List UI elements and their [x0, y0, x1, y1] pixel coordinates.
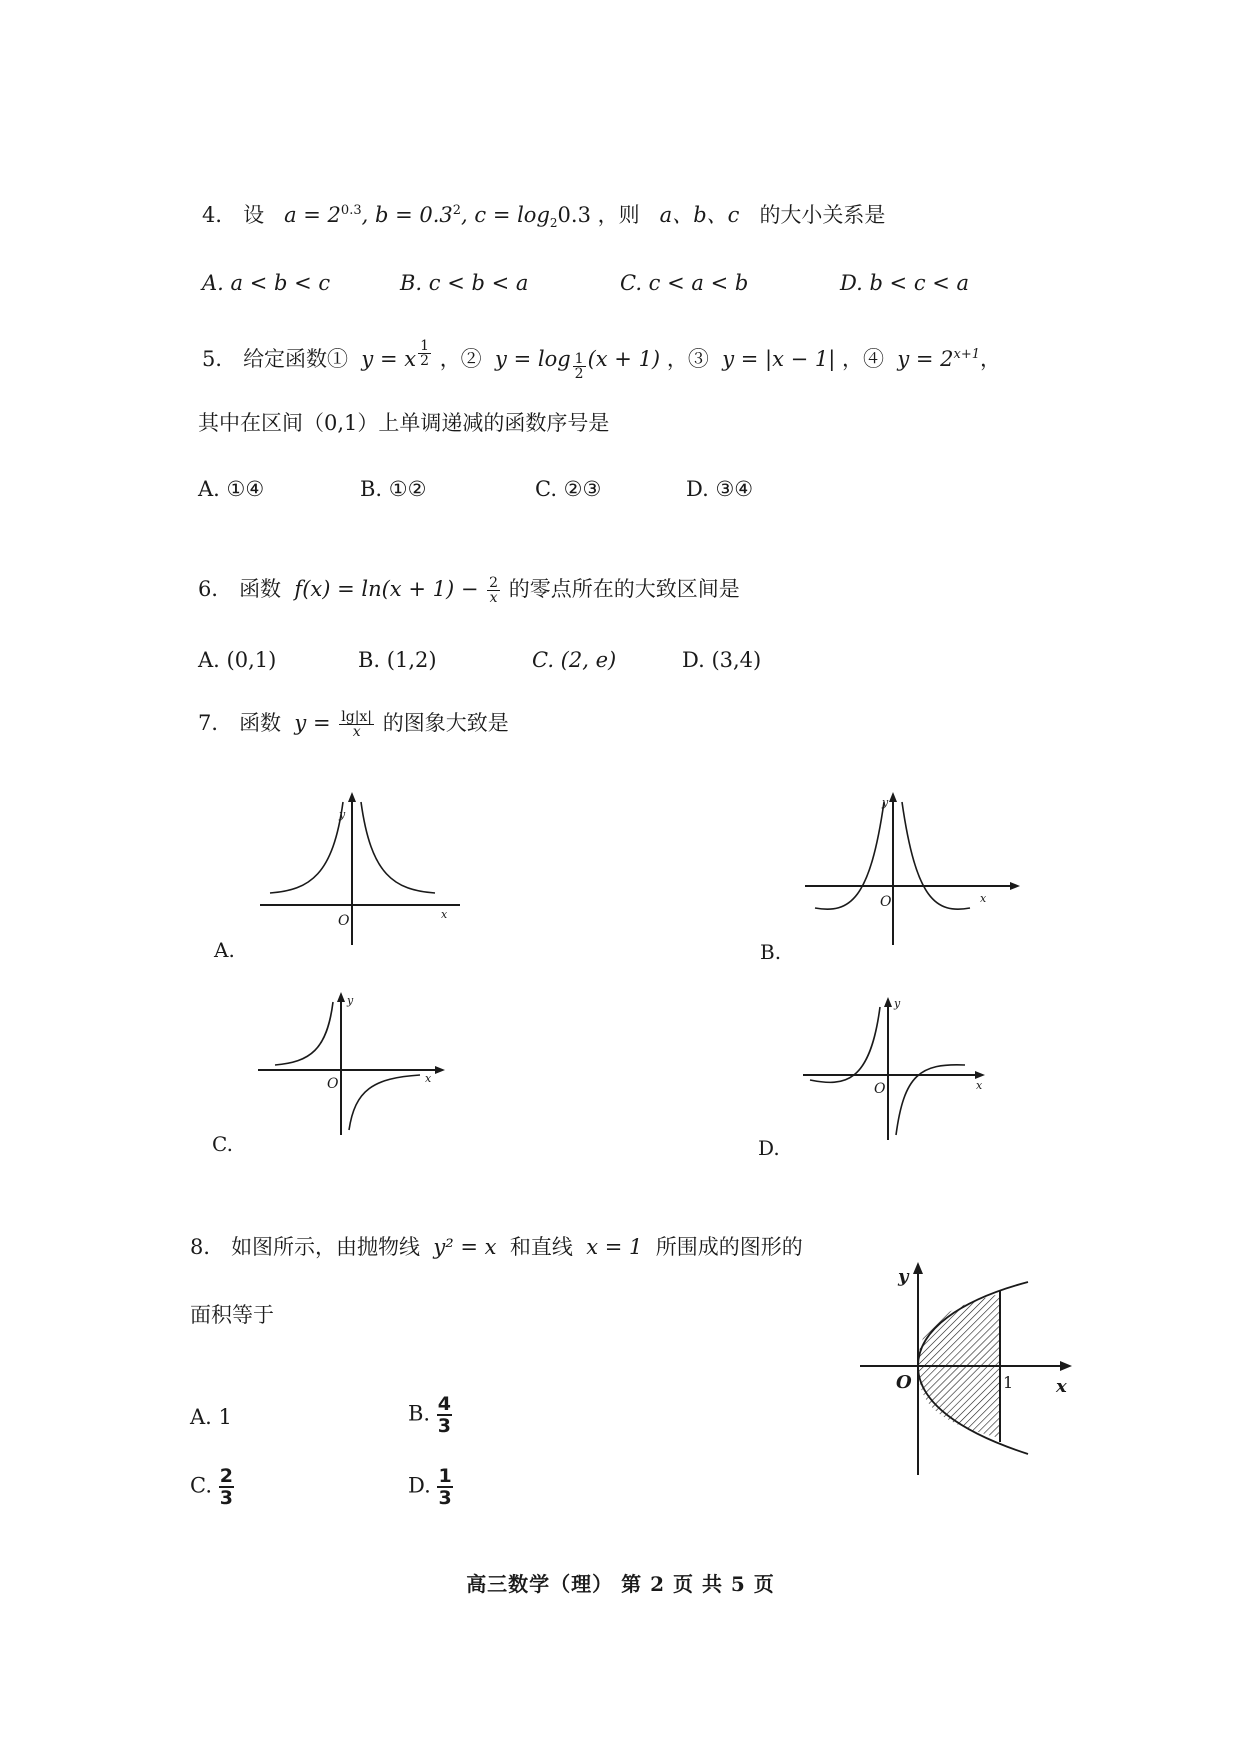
origin-label: O	[327, 1076, 339, 1092]
q8-option-c: C. $\frac{2}{3}$	[190, 1465, 233, 1509]
graph-a-label: A.	[214, 938, 235, 962]
question-6: 6． 函数 f(x) = ln(x + 1) − $\frac{2}{x}$ 的零点所在的大致区间是	[198, 575, 740, 606]
q6-option-a: A. (0,1)	[198, 648, 277, 672]
q4-option-a: A. a < b < c	[202, 271, 331, 295]
q8-line-2: 面积等于	[190, 1303, 274, 1327]
graph-c	[255, 990, 465, 1140]
question-number: 4．	[202, 203, 237, 227]
q4-option-c: C. c < a < b	[620, 271, 749, 295]
origin-label: O	[880, 894, 892, 910]
graph-d	[800, 995, 1000, 1145]
parabola-figure	[860, 1260, 1090, 1480]
q5-option-b: B. ①②	[360, 477, 427, 501]
q5-option-d: D. ③④	[686, 477, 754, 501]
graph-b	[800, 790, 1030, 950]
origin-label: O	[338, 913, 350, 929]
q4-option-d: D. b < c < a	[840, 271, 970, 295]
y-axis-label: y	[882, 796, 889, 809]
y-axis-label: y	[894, 997, 901, 1010]
question-8: 8． 如图所示，由抛物线 y² = x 和直线 x = 1 所围成的图形的	[190, 1235, 803, 1259]
q8-option-a: A. 1	[190, 1405, 232, 1429]
q4-option-b: B. c < b < a	[400, 271, 529, 295]
origin-label: O	[874, 1081, 886, 1097]
graph-b-label: B.	[760, 940, 782, 964]
q5-option-c: C. ②③	[535, 477, 602, 501]
fig-y-label: y	[898, 1266, 909, 1287]
x-axis-label: x	[425, 1072, 432, 1085]
q8-option-b: B. $\frac{4}{3}$	[408, 1393, 452, 1437]
question-4: 4． 设 $a = 2^{0.3}$, $b = 0.3^2$, $c = \log_20.3$ ，则 a、b、c 的大小关系是	[202, 203, 886, 231]
x-axis-label: x	[976, 1079, 983, 1092]
y-axis-label: y	[347, 994, 354, 1007]
y-axis-label: y	[339, 808, 346, 821]
graph-d-label: D.	[758, 1136, 780, 1160]
q6-option-b: B. (1,2)	[358, 648, 437, 672]
x-axis-label: x	[980, 892, 987, 905]
q8-option-d: D. $\frac{1}{3}$	[408, 1465, 452, 1509]
question-5: 5． 给定函数① y = x $^{\frac{1}{2}}$ ，② y = log $_{\frac{1}{2}}$ (x + 1) ，③ y = |x − 1| ，④ $y = 2^{x+1}$，	[202, 338, 1002, 383]
x-axis-label: x	[441, 908, 448, 921]
q5-line-2: 其中在区间（0,1）上单调递减的函数序号是	[198, 411, 610, 435]
q6-option-d: D. (3,4)	[682, 648, 762, 672]
page-footer: 高三数学（理） 第 2 页 共 5 页	[466, 1572, 775, 1596]
fig-one-label: 1	[1003, 1373, 1014, 1392]
fig-x-label: x	[1056, 1376, 1067, 1397]
question-7: 7． 函数 y = $\frac{\lg|x|}{x}$ 的图象大致是	[198, 709, 509, 740]
q5-option-a: A. ①④	[198, 477, 265, 501]
q6-option-c: C. (2, e)	[532, 648, 617, 672]
graph-a	[255, 790, 475, 950]
fig-origin-label: O	[896, 1372, 912, 1393]
graph-c-label: C.	[212, 1132, 233, 1156]
